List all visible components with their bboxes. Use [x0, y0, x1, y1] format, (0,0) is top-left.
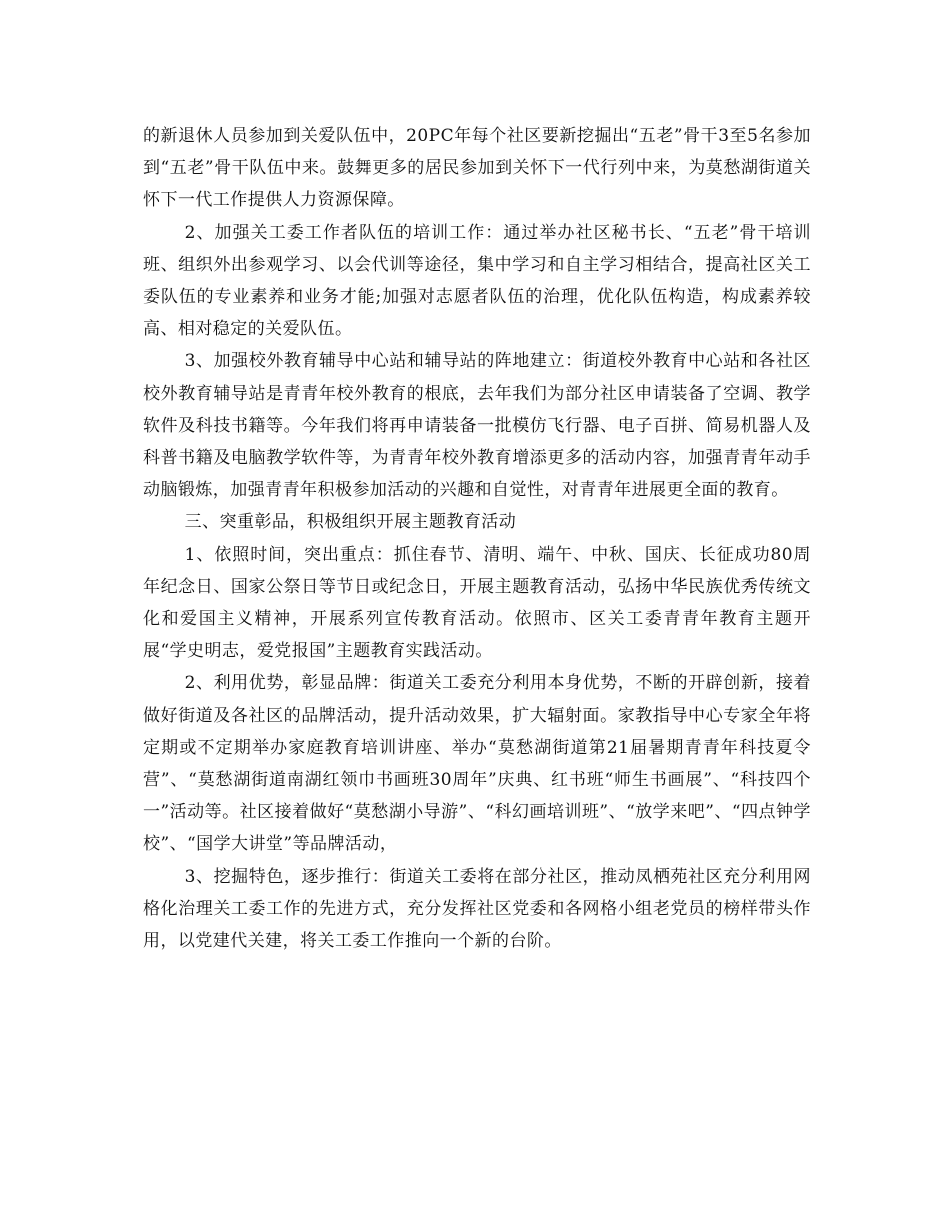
- paragraph-3: 3、加强校外教育辅导中心站和辅导站的阵地建立：街道校外教育中心站和各社区校外教育辅导站是青青年校外教育的根底，去年我们为部分社区申请装备了空调、教学软件及科技书籍等。今年我们将再申请装备一批模仿飞行器、电子百拼、简易机器人及科普书籍及电脑教学软件等，为青青年校外教育增添更多的活动内容，加强青青年动手动脑锻炼，加强青青年积极参加活动的兴趣和自觉性，对青青年进展更全面的教育。: [143, 351, 811, 501]
- document-body: [143, 120, 811, 957]
- paragraph-2: 2、加强关工委工作者队伍的培训工作：通过举办社区秘书长、“五老”骨干培训班、组织外出参观学习、以会代训等途径，集中学习和自主学习相结合，提高社区关工委队伍的专业素养和业务才能;加强对志愿者队伍的治理，优化队伍构造，构成素养较高、相对稳定的关爱队伍。: [143, 222, 811, 340]
- section-heading: 三、突重彰品，积极组织开展主题教育活动: [184, 512, 517, 533]
- paragraph-section-2: 2、利用优势，彰显品牌：街道关工委充分利用本身优势，不断的开辟创新，接着做好街道及各社区的品牌活动，提升活动效果，扩大辐射面。家教指导中心专家全年将定期或不定期举办家庭教育培训讲座、举办“莫愁湖街道第21届暑期青青年科技夏令营”、“莫愁湖街道南湖红领巾书画班30周年”庆典、红书班“师生书画展”、“科技四个一”活动等。社区接着做好“莫愁湖小导游”、“科幻画培训班”、“放学来吧”、“四点钟学校”、“国学大讲堂”等品牌活动，: [143, 673, 811, 855]
- paragraph-continuation: 的新退休人员参加到关爱队伍中，20PC年每个社区要新挖掘出“五老”骨干3至5名参加到“五老”骨干队伍中来。鼓舞更多的居民参加到关怀下一代行列中来，为莫愁湖街道关怀下一代工作提供人力资源保障。: [143, 126, 811, 211]
- paragraph-section-1: 1、依照时间，突出重点：抓住春节、清明、端午、中秋、国庆、长征成功80周年纪念日、国家公祭日等节日或纪念日，开展主题教育活动，弘扬中华民族优秀传统文化和爱国主义精神，开展系列宣传教育活动。依照市、区关工委青青年教育主题开展“学史明志，爱党报国”主题教育实践活动。: [143, 544, 811, 662]
- paragraph-section-3: 3、挖掘特色，逐步推行：街道关工委将在部分社区，推动凤栖苑社区充分利用网格化治理关工委工作的先进方式，充分发挥社区党委和各网格小组老党员的榜样带头作用，以党建代关建，将关工委工作推向一个新的台阶。: [143, 866, 811, 952]
